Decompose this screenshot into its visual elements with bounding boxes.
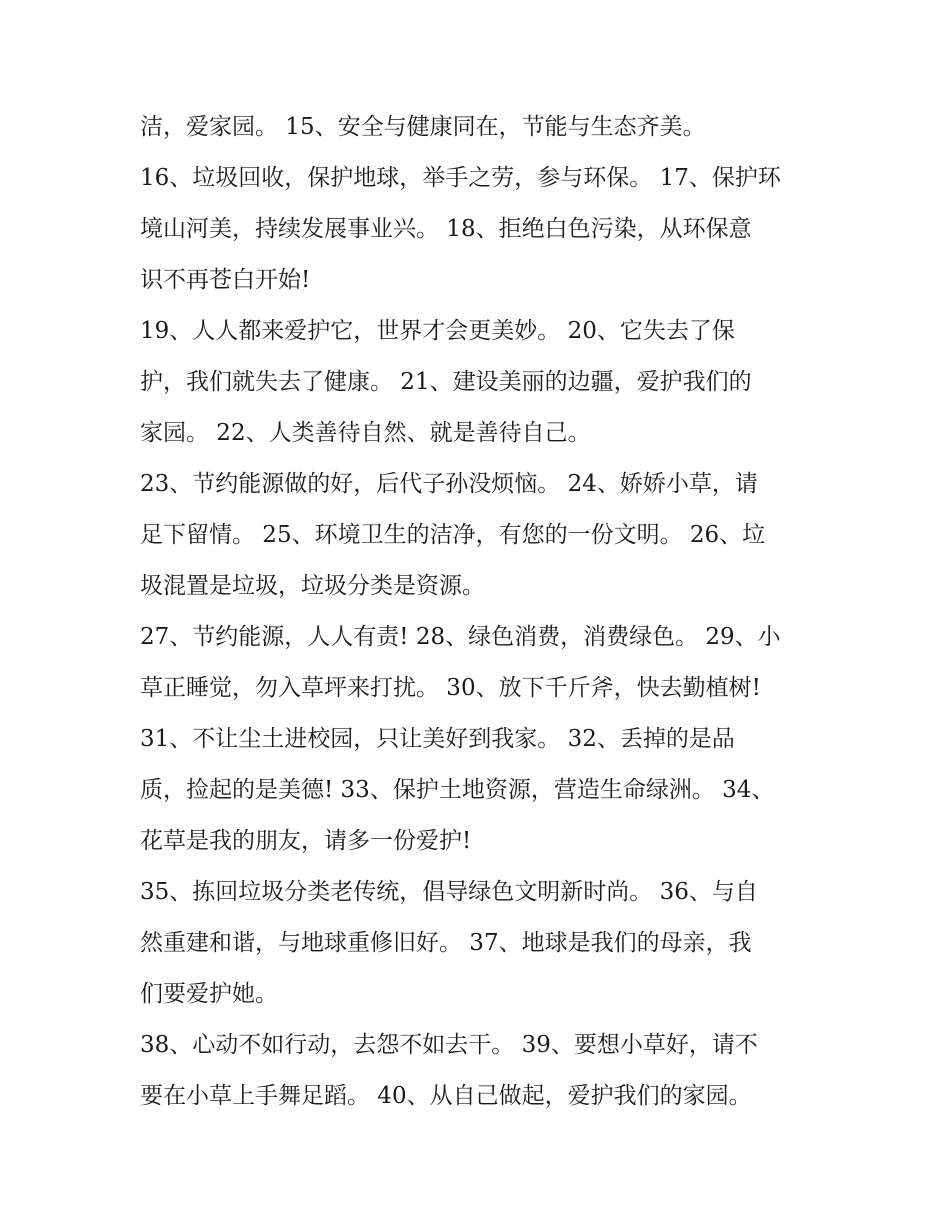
text-line-11: 27、节约能源，人人有责! 28、绿色消费，消费绿色。 29、小 (140, 624, 781, 650)
text-line-8: 23、节约能源做的好，后代子孙没烦恼。 24、娇娇小草，请 (140, 471, 758, 497)
text-line-10: 圾混置是垃圾，垃圾分类是资源。 (140, 573, 485, 599)
text-line-16: 35、拣回垃圾分类老传统，倡导绿色文明新时尚。 36、与自 (140, 879, 758, 905)
document-body (140, 102, 830, 1122)
text-line-19: 38、心动不如行动，去怨不如去干。 39、要想小草好，请不 (140, 1032, 758, 1058)
text-line-5: 19、人人都来爱护它，世界才会更美妙。 20、它失去了保 (140, 318, 735, 344)
text-line-6: 护，我们就失去了健康。 21、建设美丽的边疆，爱护我们的 (140, 369, 752, 395)
text-line-1: 洁，爱家园。 15、安全与健康同在，节能与生态齐美。 (140, 114, 706, 140)
text-line-12: 草正睡觉，勿入草坪来打扰。 30、放下千斤斧，快去勤植树! (140, 675, 761, 701)
text-line-2: 16、垃圾回收，保护地球，举手之劳，参与环保。 17、保护环 (140, 165, 781, 191)
text-line-15: 花草是我的朋友，请多一份爱护! (140, 828, 472, 854)
text-line-18: 们要爱护她。 (140, 981, 278, 1007)
text-line-7: 家园。 22、人类善待自然、就是善待自己。 (140, 420, 591, 446)
text-line-20: 要在小草上手舞足蹈。 40、从自己做起，爱护我们的家园。 (140, 1083, 752, 1109)
text-line-4: 识不再苍白开始! (140, 267, 311, 293)
text-line-17: 然重建和谐，与地球重修旧好。 37、地球是我们的母亲，我 (140, 930, 752, 956)
text-line-3: 境山河美，持续发展事业兴。 18、拒绝白色污染，从环保意 (140, 216, 752, 242)
text-line-13: 31、不让尘土进校园，只让美好到我家。 32、丢掉的是品 (140, 726, 735, 752)
text-line-14: 质，捡起的是美德! 33、保护土地资源，营造生命绿洲。 34、 (140, 777, 775, 803)
text-line-9: 足下留情。 25、环境卫生的洁净，有您的一份文明。 26、垃 (140, 522, 766, 548)
